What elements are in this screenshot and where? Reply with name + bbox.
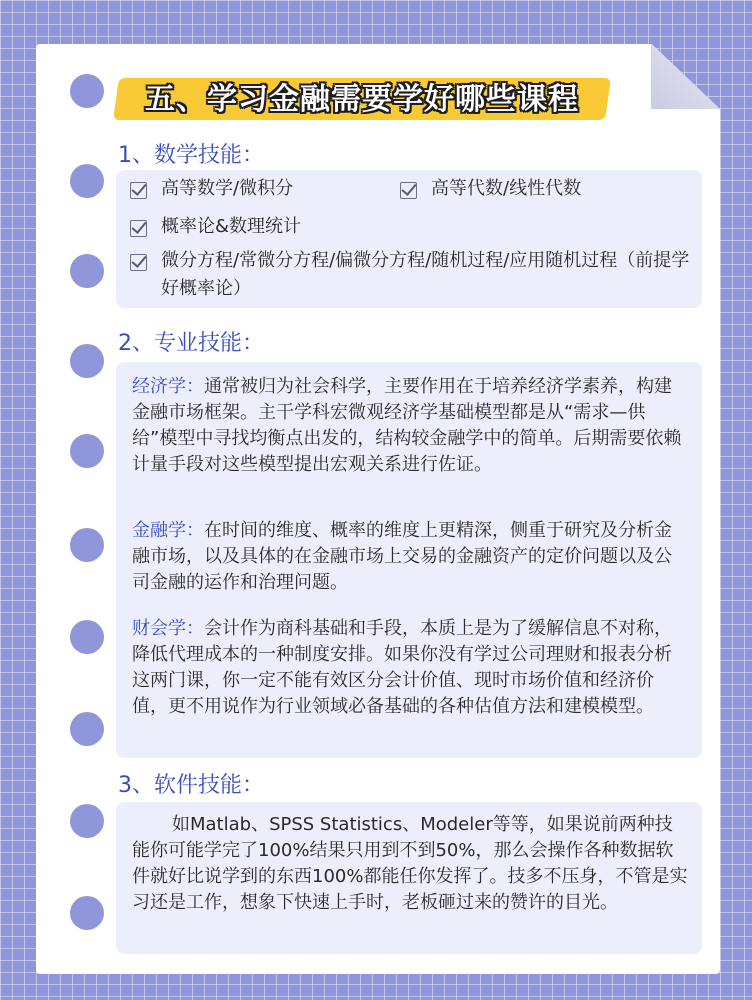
binder-hole xyxy=(70,344,104,378)
economics-label: 经济学： xyxy=(132,376,204,397)
checkbox-checked-icon xyxy=(130,182,147,199)
section-heading-math: 1、数学技能： xyxy=(118,143,264,168)
checklist-item xyxy=(130,178,293,203)
software-skills-card xyxy=(116,802,702,954)
finance-paragraph xyxy=(132,518,688,596)
checkbox-checked-icon xyxy=(130,220,147,237)
section-heading-professional: 2、专业技能： xyxy=(118,331,264,356)
checklist-item xyxy=(130,216,301,241)
binder-hole xyxy=(70,804,104,838)
checklist-item xyxy=(130,250,691,303)
finance-text: 在时间的维度、概率的维度上更精深，侧重于研究及分析金融市场，以及具体的在金融市场上交易的金融资产的定价问题以及公司金融的运作和治理问题。 xyxy=(132,520,672,593)
accounting-text: 会计作为商科基础和手段，本质上是为了缓解信息不对称，降低代理成本的一种制度安排。如果你没有学过公司理财和报表分析这两门课，你一定不能有效区分会计价值、现时市场价值和经济价值，更不用说作为行业领域必备基础的各种估值方法和建模模型。 xyxy=(132,618,672,717)
software-text: 如Matlab、SPSS Statistics、Modeler等等，如果说前两种技能你可能学完了100%结果只用到不到50%，那么会操作各种数据软件就好比说学到的东西100%都能任你发挥了。技多不压身，不管是实习还是工作，想象下快速上手时，老板砸过来的赞许的目光。 xyxy=(132,814,688,913)
software-paragraph xyxy=(132,812,688,916)
accounting-label: 财会学： xyxy=(132,618,204,639)
checklist-item-text: 微分方程/常微分方程/偏微分方程/随机过程/应用随机过程（前提学好概率论） xyxy=(161,250,690,299)
page-title: 五、学习金融需要学好哪些课程 xyxy=(145,82,579,117)
checkbox-checked-icon xyxy=(130,254,147,271)
binder-hole xyxy=(70,528,104,562)
accounting-paragraph xyxy=(132,616,688,720)
binder-hole xyxy=(70,712,104,746)
checklist-item-text: 高等数学/微积分 xyxy=(161,178,294,199)
binder-hole xyxy=(70,434,104,468)
checkbox-checked-icon xyxy=(400,182,417,199)
checklist-item-text: 概率论&数理统计 xyxy=(161,216,302,237)
professional-skills-card xyxy=(116,362,702,758)
checklist-item-text: 高等代数/线性代数 xyxy=(431,178,582,199)
finance-label: 金融学： xyxy=(132,520,204,541)
math-skills-card xyxy=(116,170,702,308)
binder-hole xyxy=(70,896,104,930)
section-heading-software: 3、软件技能： xyxy=(118,773,264,798)
economics-text: 通常被归为社会科学，主要作用在于培养经济学素养，构建金融市场框架。主干学科宏微观经济学基础模型都是从“需求—供给”模型中寻找均衡点出发的，结构较金融学中的简单。后期需要依赖计量手段对这些模型提出宏观关系进行佐证。 xyxy=(132,376,682,475)
page-title-banner xyxy=(116,70,608,124)
economics-paragraph xyxy=(132,374,688,478)
binder-hole xyxy=(70,164,104,198)
binder-hole xyxy=(70,620,104,654)
binder-hole xyxy=(70,254,104,288)
checklist-item xyxy=(400,178,581,203)
binder-hole xyxy=(70,74,104,108)
